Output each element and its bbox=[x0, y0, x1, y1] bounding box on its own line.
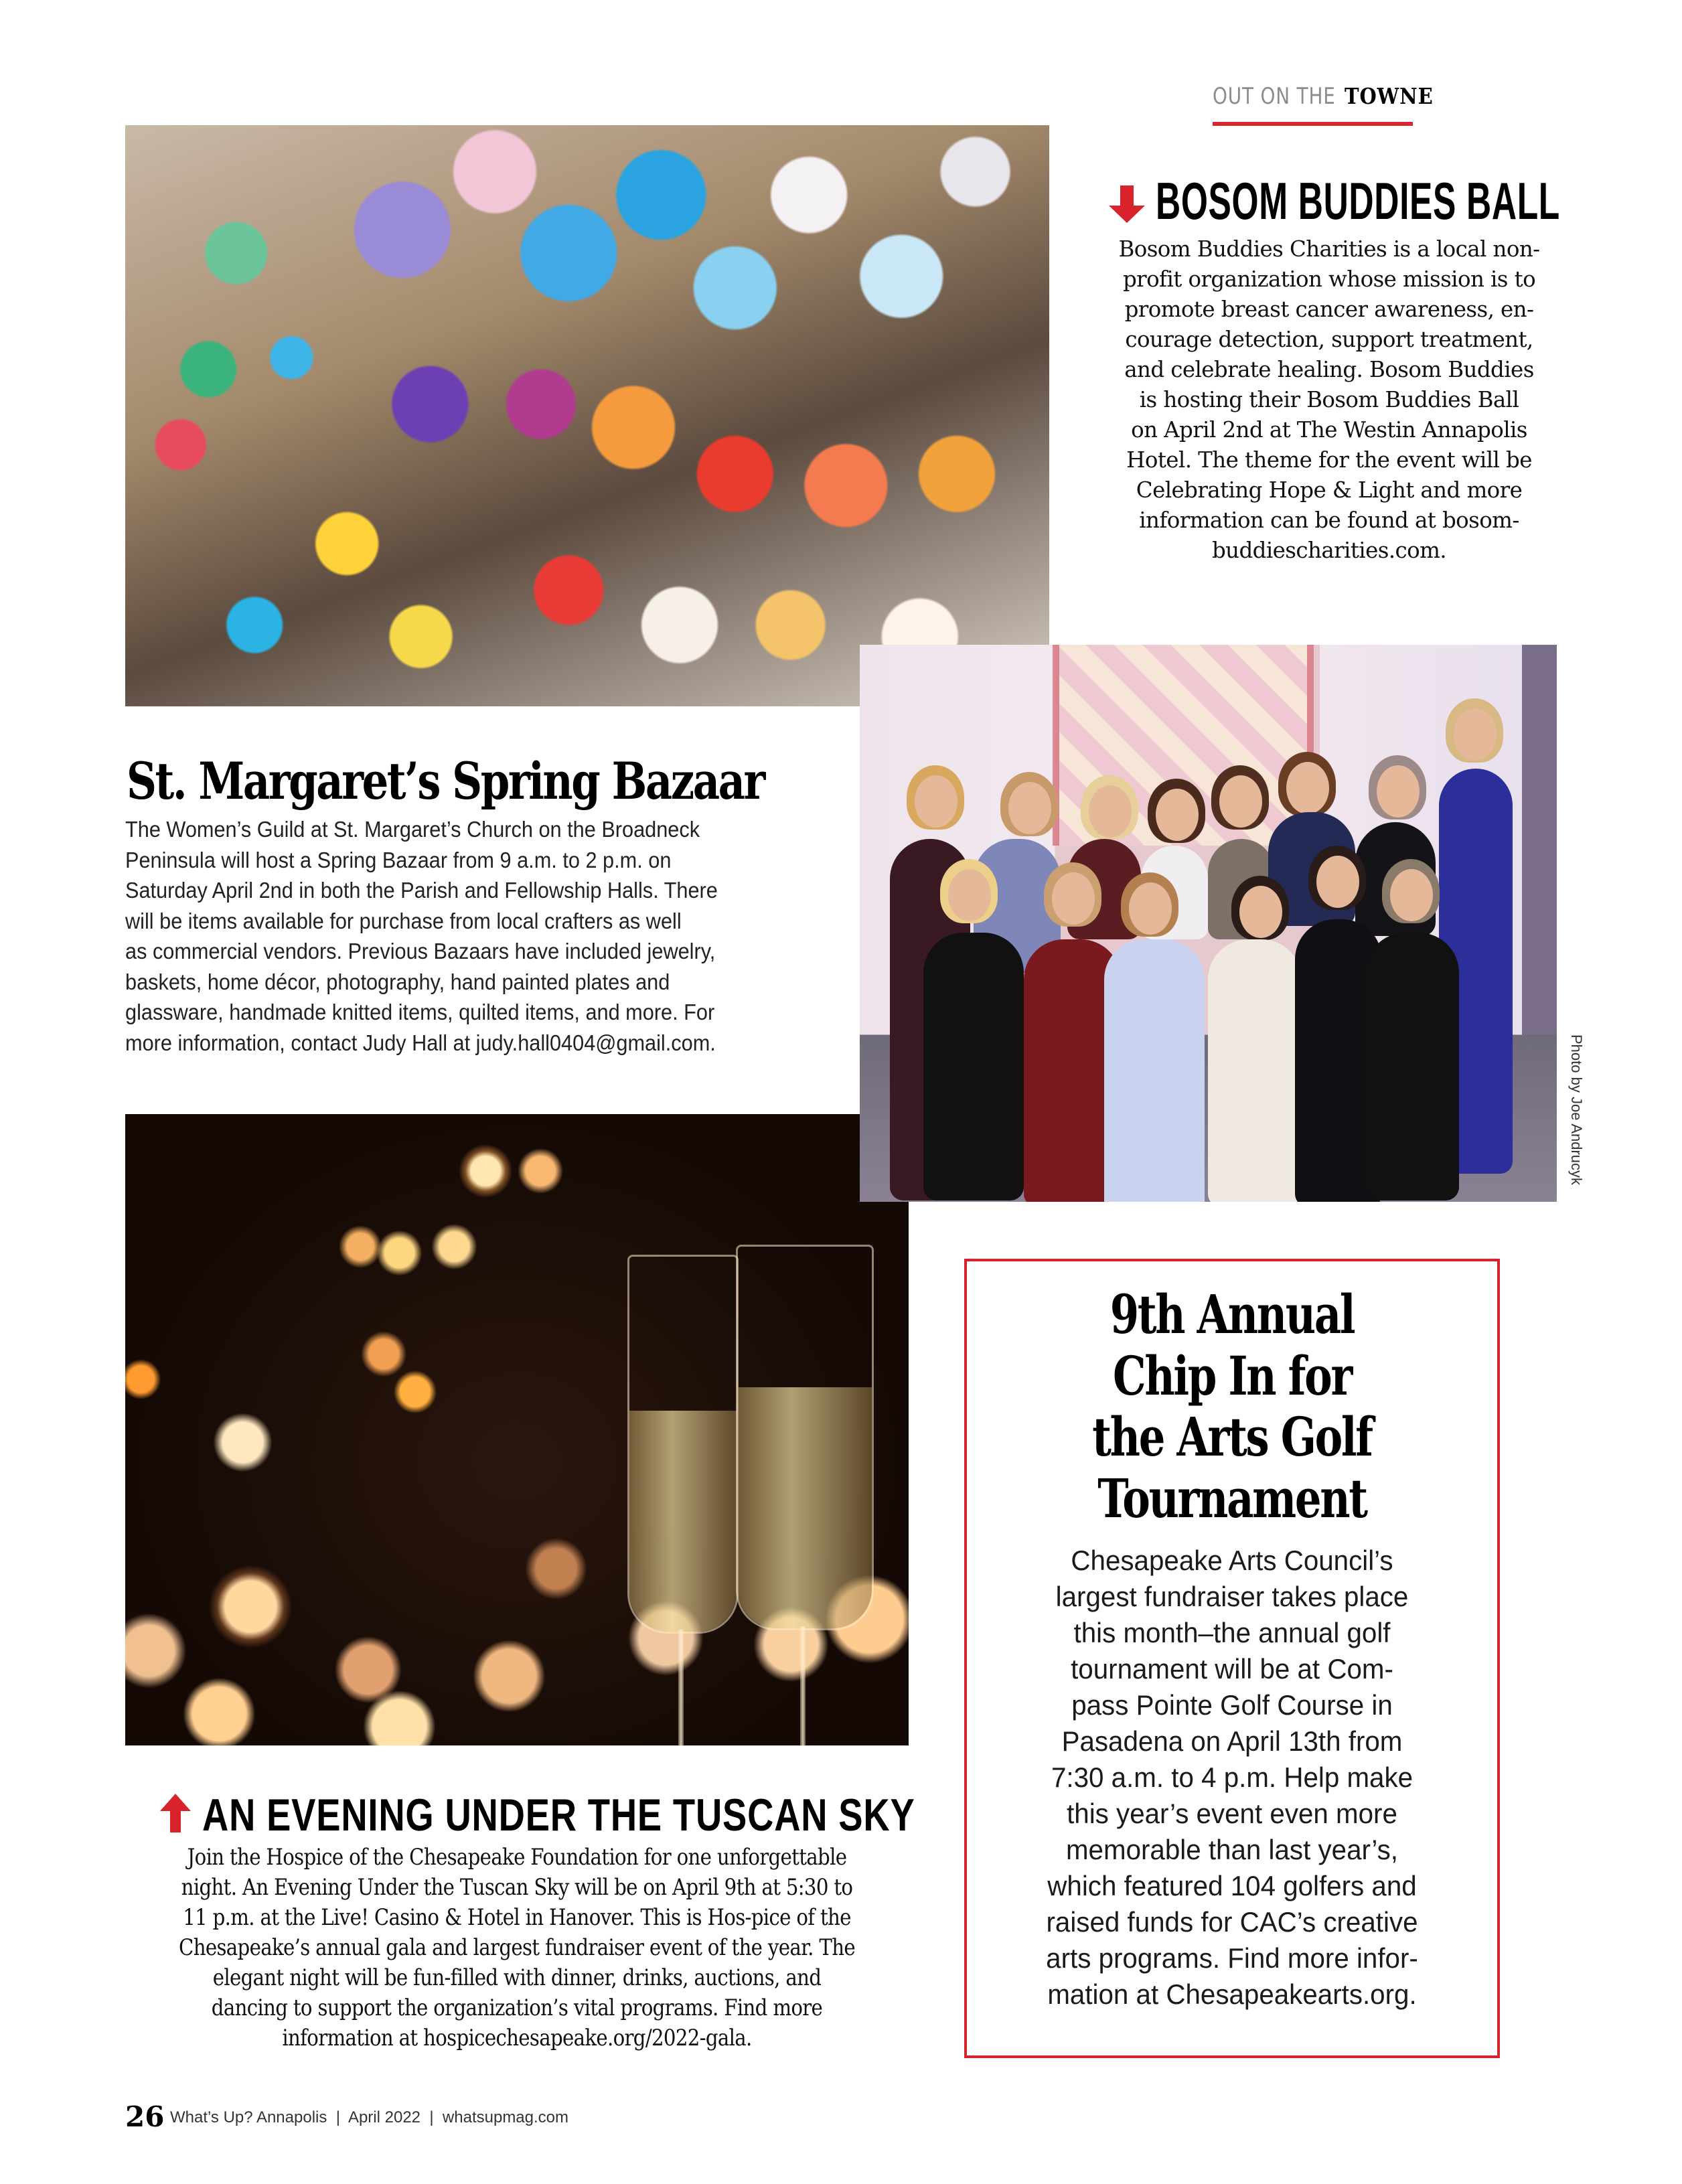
bosom-buddies-heading: BOSOM BUDDIES BALL bbox=[1156, 171, 1560, 230]
title-line: Tournament bbox=[1097, 1466, 1367, 1530]
body-line: more information, contact Judy Hall at judy.hall0404@gmail.com. bbox=[125, 1030, 716, 1055]
body-line: largest fundraiser takes place bbox=[1055, 1581, 1409, 1612]
body-line: profit organization whose mission is to bbox=[1122, 266, 1536, 292]
body-line: Chesapeake’s annual gala and largest fundraiser event of the year. The bbox=[179, 1934, 855, 1961]
body-line: 7:30 a.m. to 4 p.m. Help make bbox=[1051, 1762, 1413, 1793]
body-line: mation at Chesapeakearts.org. bbox=[1047, 1978, 1417, 2010]
title-line: 9th Annual bbox=[1110, 1283, 1355, 1346]
body-line: memorable than last year’s, bbox=[1065, 1834, 1399, 1865]
body-line: and celebrate healing. Bosom Buddies bbox=[1124, 357, 1534, 382]
arrow-up-icon bbox=[160, 1794, 191, 1832]
body-line: is hosting their Bosom Buddies Ball bbox=[1139, 387, 1519, 412]
body-line: information at hospicechesapeake.org/2022-gala. bbox=[282, 2025, 752, 2051]
body-line: Saturday April 2nd in both the Parish and Fellowship Halls. There bbox=[125, 878, 718, 903]
body-line: Join the Hospice of the Chesapeake Foundation for one unforgettable bbox=[187, 1844, 847, 1871]
bazaar-title: St. Margaret’s Spring Bazaar bbox=[127, 751, 764, 811]
body-line: night. An Evening Under the Tuscan Sky will be on April 9th at 5:30 to bbox=[181, 1874, 853, 1901]
page-number: 26 bbox=[125, 2100, 165, 2133]
photo-credit-text: Photo by Joe Andrucyk bbox=[1568, 1034, 1585, 1186]
photo-credit bbox=[1569, 1034, 1585, 1202]
arrow-down-icon bbox=[1109, 185, 1145, 223]
bosom-buddies-body bbox=[1098, 234, 1560, 566]
bosom-buddies-group-photo bbox=[860, 645, 1557, 1202]
body-line: Celebrating Hope & Light and more bbox=[1136, 477, 1523, 503]
body-line: tournament will be at Com- bbox=[1071, 1653, 1393, 1685]
body-line: 11 p.m. at the Live! Casino & Hotel in Hanover. This is Hos-pice of the bbox=[183, 1904, 851, 1931]
golf-title bbox=[964, 1284, 1500, 1529]
body-line: will be items available for purchase from local crafters as well bbox=[125, 908, 682, 933]
body-line: elegant night will be fun-filled with dinner, drinks, auctions, and bbox=[212, 1964, 822, 1991]
section-rule bbox=[1213, 122, 1413, 126]
body-line: raised funds for CAC’s creative bbox=[1046, 1906, 1418, 1938]
section-label bbox=[1213, 83, 1445, 110]
section-name: TOWNE bbox=[1344, 83, 1434, 109]
champagne-flute bbox=[736, 1245, 874, 1630]
body-line: Chesapeake Arts Council’s bbox=[1071, 1545, 1393, 1576]
body-line: on April 2nd at The Westin Annapolis bbox=[1131, 417, 1527, 443]
tuscan-body bbox=[107, 1843, 927, 2053]
body-line: Peninsula will host a Spring Bazaar from 9 a.m. to 2 p.m. on bbox=[125, 847, 672, 872]
section-prefix: OUT ON THE bbox=[1213, 83, 1336, 110]
bazaar-crafts-photo bbox=[125, 125, 1049, 706]
footer-publication-info: What’s Up? Annapolis | April 2022 | whatsupmag.com bbox=[170, 2108, 569, 2126]
body-line: this month–the annual golf bbox=[1073, 1617, 1391, 1648]
body-line: pass Pointe Golf Course in bbox=[1071, 1689, 1393, 1721]
golf-body bbox=[964, 1543, 1500, 2013]
body-line: this year’s event even more bbox=[1067, 1798, 1397, 1829]
title-line: the Arts Golf bbox=[1092, 1405, 1372, 1468]
body-line: glassware, handmade knitted items, quilted items, and more. For bbox=[125, 1000, 715, 1024]
body-line: information can be found at bosom- bbox=[1139, 508, 1519, 533]
body-line: courage detection, support treatment, bbox=[1125, 327, 1533, 352]
tuscan-heading: AN EVENING UNDER THE TUSCAN SKY bbox=[202, 1790, 915, 1841]
champagne-flute bbox=[627, 1255, 739, 1634]
body-line: dancing to support the organization’s vital programs. Find more bbox=[211, 1995, 823, 2021]
body-line: promote breast cancer awareness, en- bbox=[1124, 297, 1534, 322]
champagne-photo bbox=[125, 1114, 909, 1745]
body-line: arts programs. Find more infor- bbox=[1046, 1942, 1418, 1974]
bazaar-body bbox=[125, 814, 822, 1058]
body-line: baskets, home décor, photography, hand painted plates and bbox=[125, 969, 670, 994]
body-line: which featured 104 golfers and bbox=[1047, 1870, 1417, 1901]
body-line: Bosom Buddies Charities is a local non- bbox=[1118, 236, 1540, 262]
body-line: The Women’s Guild at St. Margaret’s Church on the Broadneck bbox=[125, 817, 700, 842]
body-line: as commercial vendors. Previous Bazaars have included jewelry, bbox=[125, 939, 716, 963]
body-line: buddiescharities.com. bbox=[1211, 538, 1447, 563]
body-line: Pasadena on April 13th from bbox=[1061, 1725, 1403, 1757]
body-line: Hotel. The theme for the event will be bbox=[1126, 447, 1532, 473]
title-line: Chip In for bbox=[1113, 1344, 1351, 1407]
